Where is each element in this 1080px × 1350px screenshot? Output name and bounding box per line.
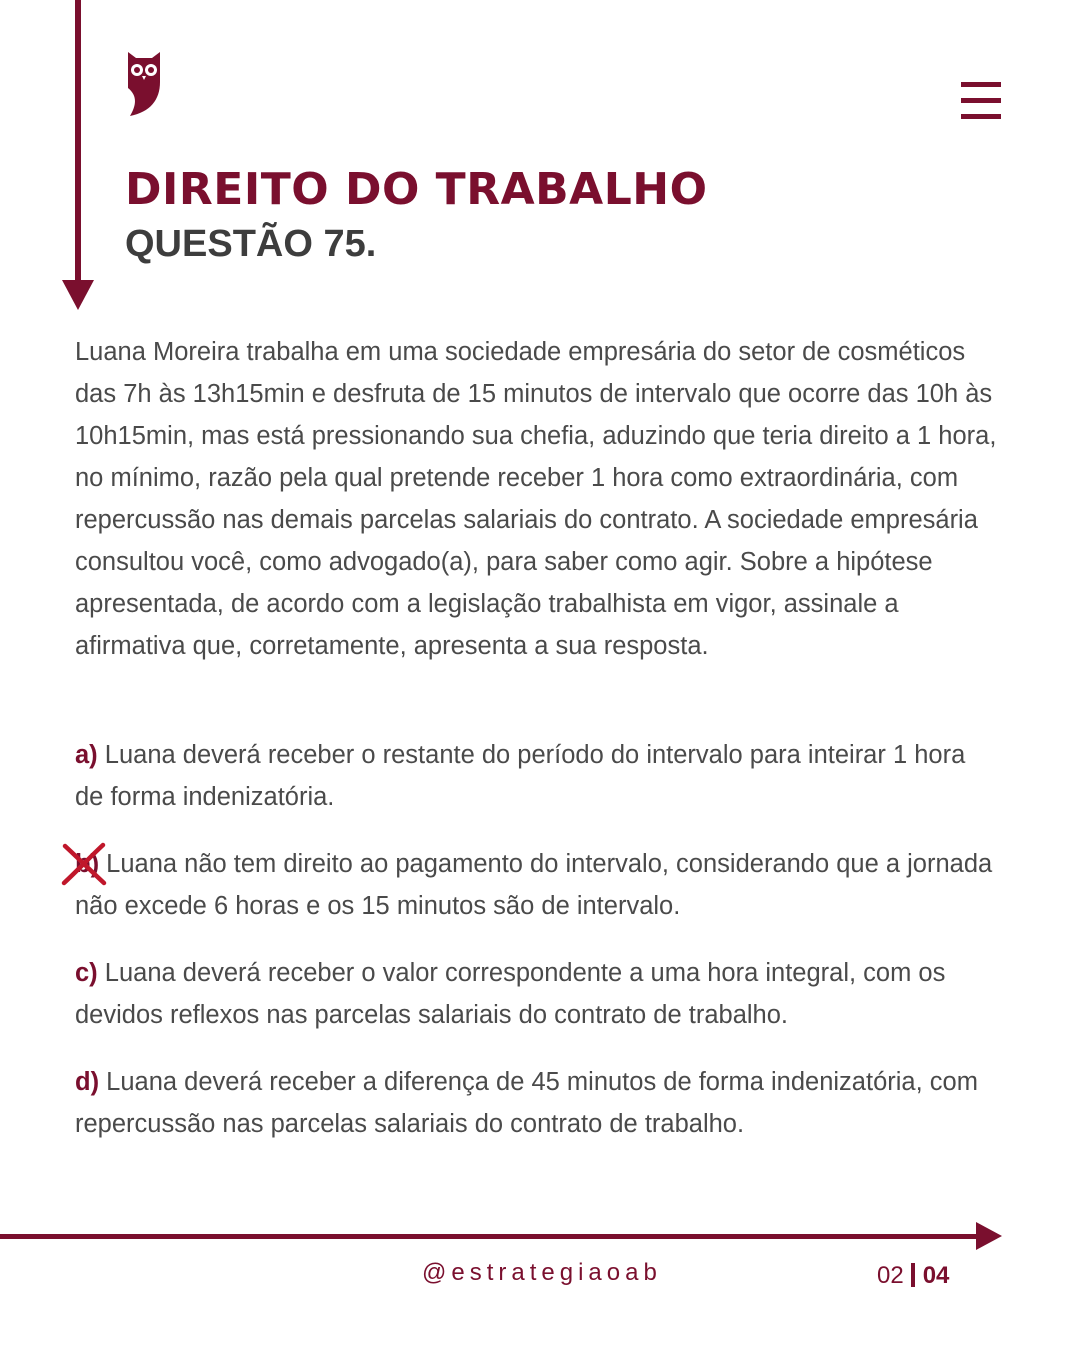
option-d-letter: d)	[75, 1068, 100, 1096]
option-c-text: Luana deverá receber o valor correspondente a uma hora integral, com os devidos reflexos nas parcelas salariais do contrato de trabalho.	[75, 959, 946, 1029]
question-text: Luana Moreira trabalha em uma sociedade empresária do setor de cosméticos das 7h às 13h15min e desfruta de 15 minutos de intervalo que ocorre das 10h às 10h15min, mas está pressionando sua chefia, aduzindo que teria direito a 1 hora, no mínimo, razão pela qual pretende receber 1 hora como extraordinária, com repercussão nas demais parcelas salariais do contrato. A sociedade empresária consultou você, como advogado(a), para saber como agir. Sobre a hipótese apresentada, de acordo com a legislação trabalhista em vigor, assinale a afirmativa que, corretamente, apresenta a sua resposta.	[75, 338, 997, 660]
hamburger-menu-icon[interactable]	[961, 82, 1001, 120]
option-a-text: Luana deverá receber o restante do período do intervalo para inteirar 1 hora de forma indenizatória.	[75, 741, 966, 811]
page-indicator	[877, 1262, 949, 1290]
page-title: DIREITO DO TRABALHO	[125, 164, 708, 215]
social-handle: @estrategiaoab	[422, 1259, 662, 1286]
option-a-letter: a)	[75, 741, 98, 769]
option-d[interactable]	[75, 1061, 1000, 1145]
option-c[interactable]	[75, 952, 1000, 1036]
question-number: QUESTÃO 75.	[125, 223, 377, 265]
decorative-vertical-line	[75, 0, 81, 282]
page-separator	[911, 1263, 915, 1287]
option-b-letter: b)	[75, 850, 100, 878]
option-b-text: Luana não tem direito ao pagamento do intervalo, considerando que a jornada não excede 6 horas e os 15 minutos são de intervalo.	[75, 850, 993, 920]
x-mark-icon	[60, 842, 108, 886]
option-d-text: Luana deverá receber a diferença de 45 minutos de forma indenizatória, com repercussão nas parcelas salariais do contrato de trabalho.	[75, 1068, 978, 1138]
page-current: 02	[877, 1262, 904, 1289]
down-arrow-icon	[62, 280, 94, 310]
option-c-letter: c)	[75, 959, 98, 987]
decorative-horizontal-line	[0, 1234, 978, 1239]
page-total: 04	[922, 1262, 950, 1289]
option-b[interactable]	[75, 843, 1000, 927]
right-arrow-icon	[976, 1222, 1002, 1250]
option-a[interactable]	[75, 734, 1000, 818]
owl-logo-icon	[124, 48, 164, 118]
